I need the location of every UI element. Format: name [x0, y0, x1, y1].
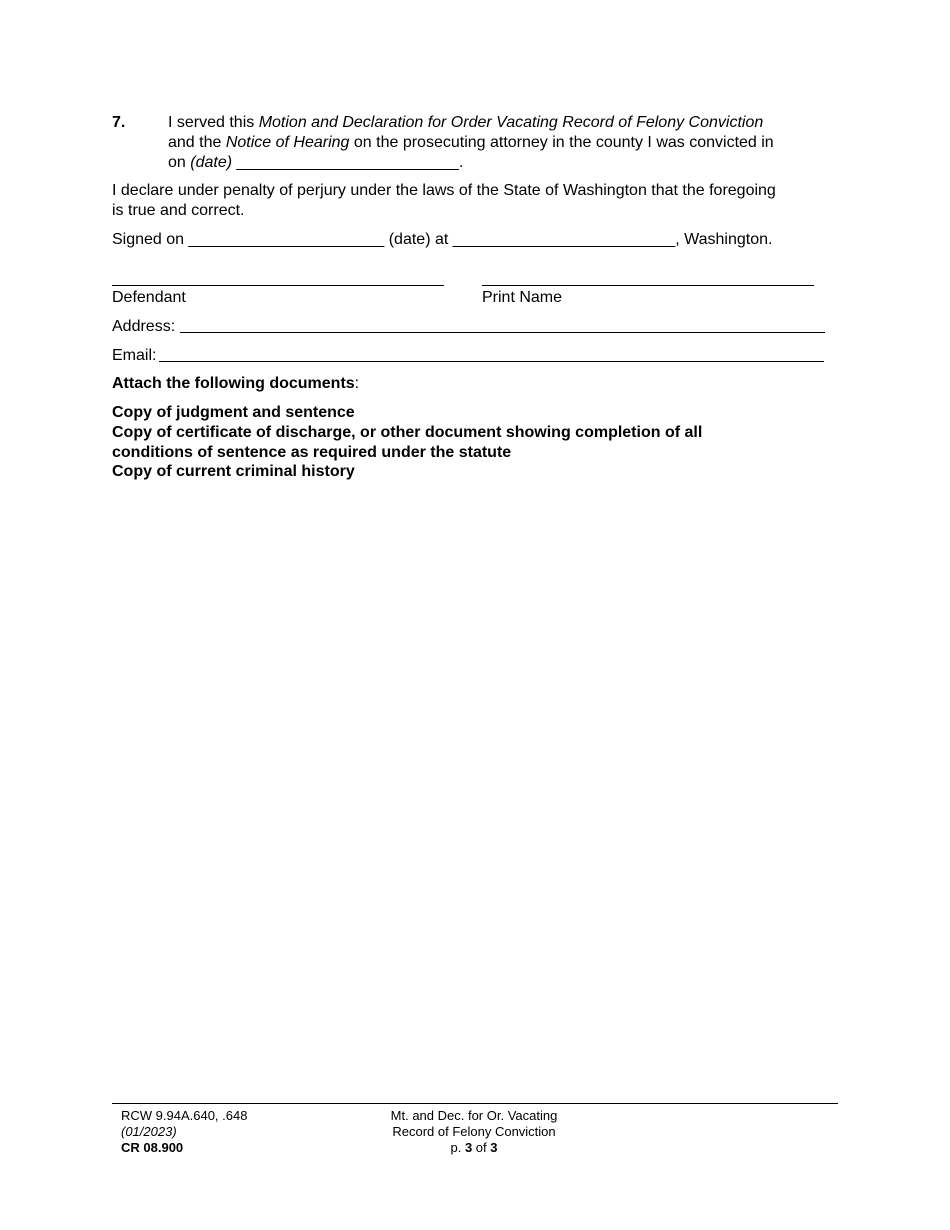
defendant-label: Defendant — [112, 289, 186, 306]
motion-title: Motion and Declaration for Order Vacating Record of Felony Conviction — [258, 114, 764, 131]
footer-rule — [112, 1103, 838, 1104]
service-date-field[interactable]: _________________________. — [232, 154, 464, 171]
attachment-item: Copy of certificate of discharge, or other document showing completion of all — [112, 424, 703, 441]
footer-title-line-1: Mt. and Dec. for Or. Vacating — [390, 1108, 558, 1123]
attachments-heading — [112, 374, 359, 394]
item-7-line-2 — [168, 133, 774, 153]
item-7-line-1 — [168, 113, 763, 133]
item-7-line-3 — [168, 153, 463, 173]
signed-on-line[interactable]: Signed on ______________________ (date) at _________________________, Washington. — [112, 231, 773, 248]
item-7-text: on the prosecuting attorney in the county I was convicted in — [349, 134, 774, 151]
address-field[interactable] — [180, 332, 825, 333]
attachments-heading-colon: : — [354, 375, 360, 392]
attachment-item: Copy of judgment and sentence — [112, 404, 355, 421]
email-field[interactable] — [159, 361, 824, 362]
item-number: 7. — [112, 114, 126, 131]
footer-title-line-2: Record of Felony Conviction — [392, 1124, 556, 1139]
footer-rcw: RCW 9.94A.640, .648 — [121, 1108, 248, 1123]
page-current: 3 — [464, 1140, 473, 1155]
attachment-item: Copy of current criminal history — [112, 463, 355, 480]
declaration-line-1: I declare under penalty of perjury under the laws of the State of Washington that the foregoing — [112, 182, 776, 199]
page-of: of — [472, 1140, 491, 1155]
date-label: (date) — [190, 154, 233, 171]
print-name-line[interactable] — [482, 285, 814, 286]
address-label: Address: — [112, 318, 176, 335]
attachments-heading-text: Attach the following documents — [112, 375, 355, 392]
item-7-text: and the — [168, 134, 226, 151]
declaration-line-2: is true and correct. — [112, 202, 245, 219]
defendant-signature-line[interactable] — [112, 285, 444, 286]
item-7-text: I served this — [168, 114, 259, 131]
notice-title: Notice of Hearing — [225, 134, 350, 151]
item-7-text: on — [168, 154, 191, 171]
page-prefix: p. — [450, 1140, 465, 1155]
footer-page-number — [336, 1140, 612, 1156]
print-name-label: Print Name — [482, 289, 563, 306]
footer-form-code: CR 08.900 — [121, 1140, 184, 1155]
attachment-item: conditions of sentence as required under the statute — [112, 444, 512, 461]
footer-date: (01/2023) — [121, 1124, 177, 1139]
email-label: Email: — [112, 347, 157, 364]
page-total: 3 — [490, 1140, 498, 1155]
